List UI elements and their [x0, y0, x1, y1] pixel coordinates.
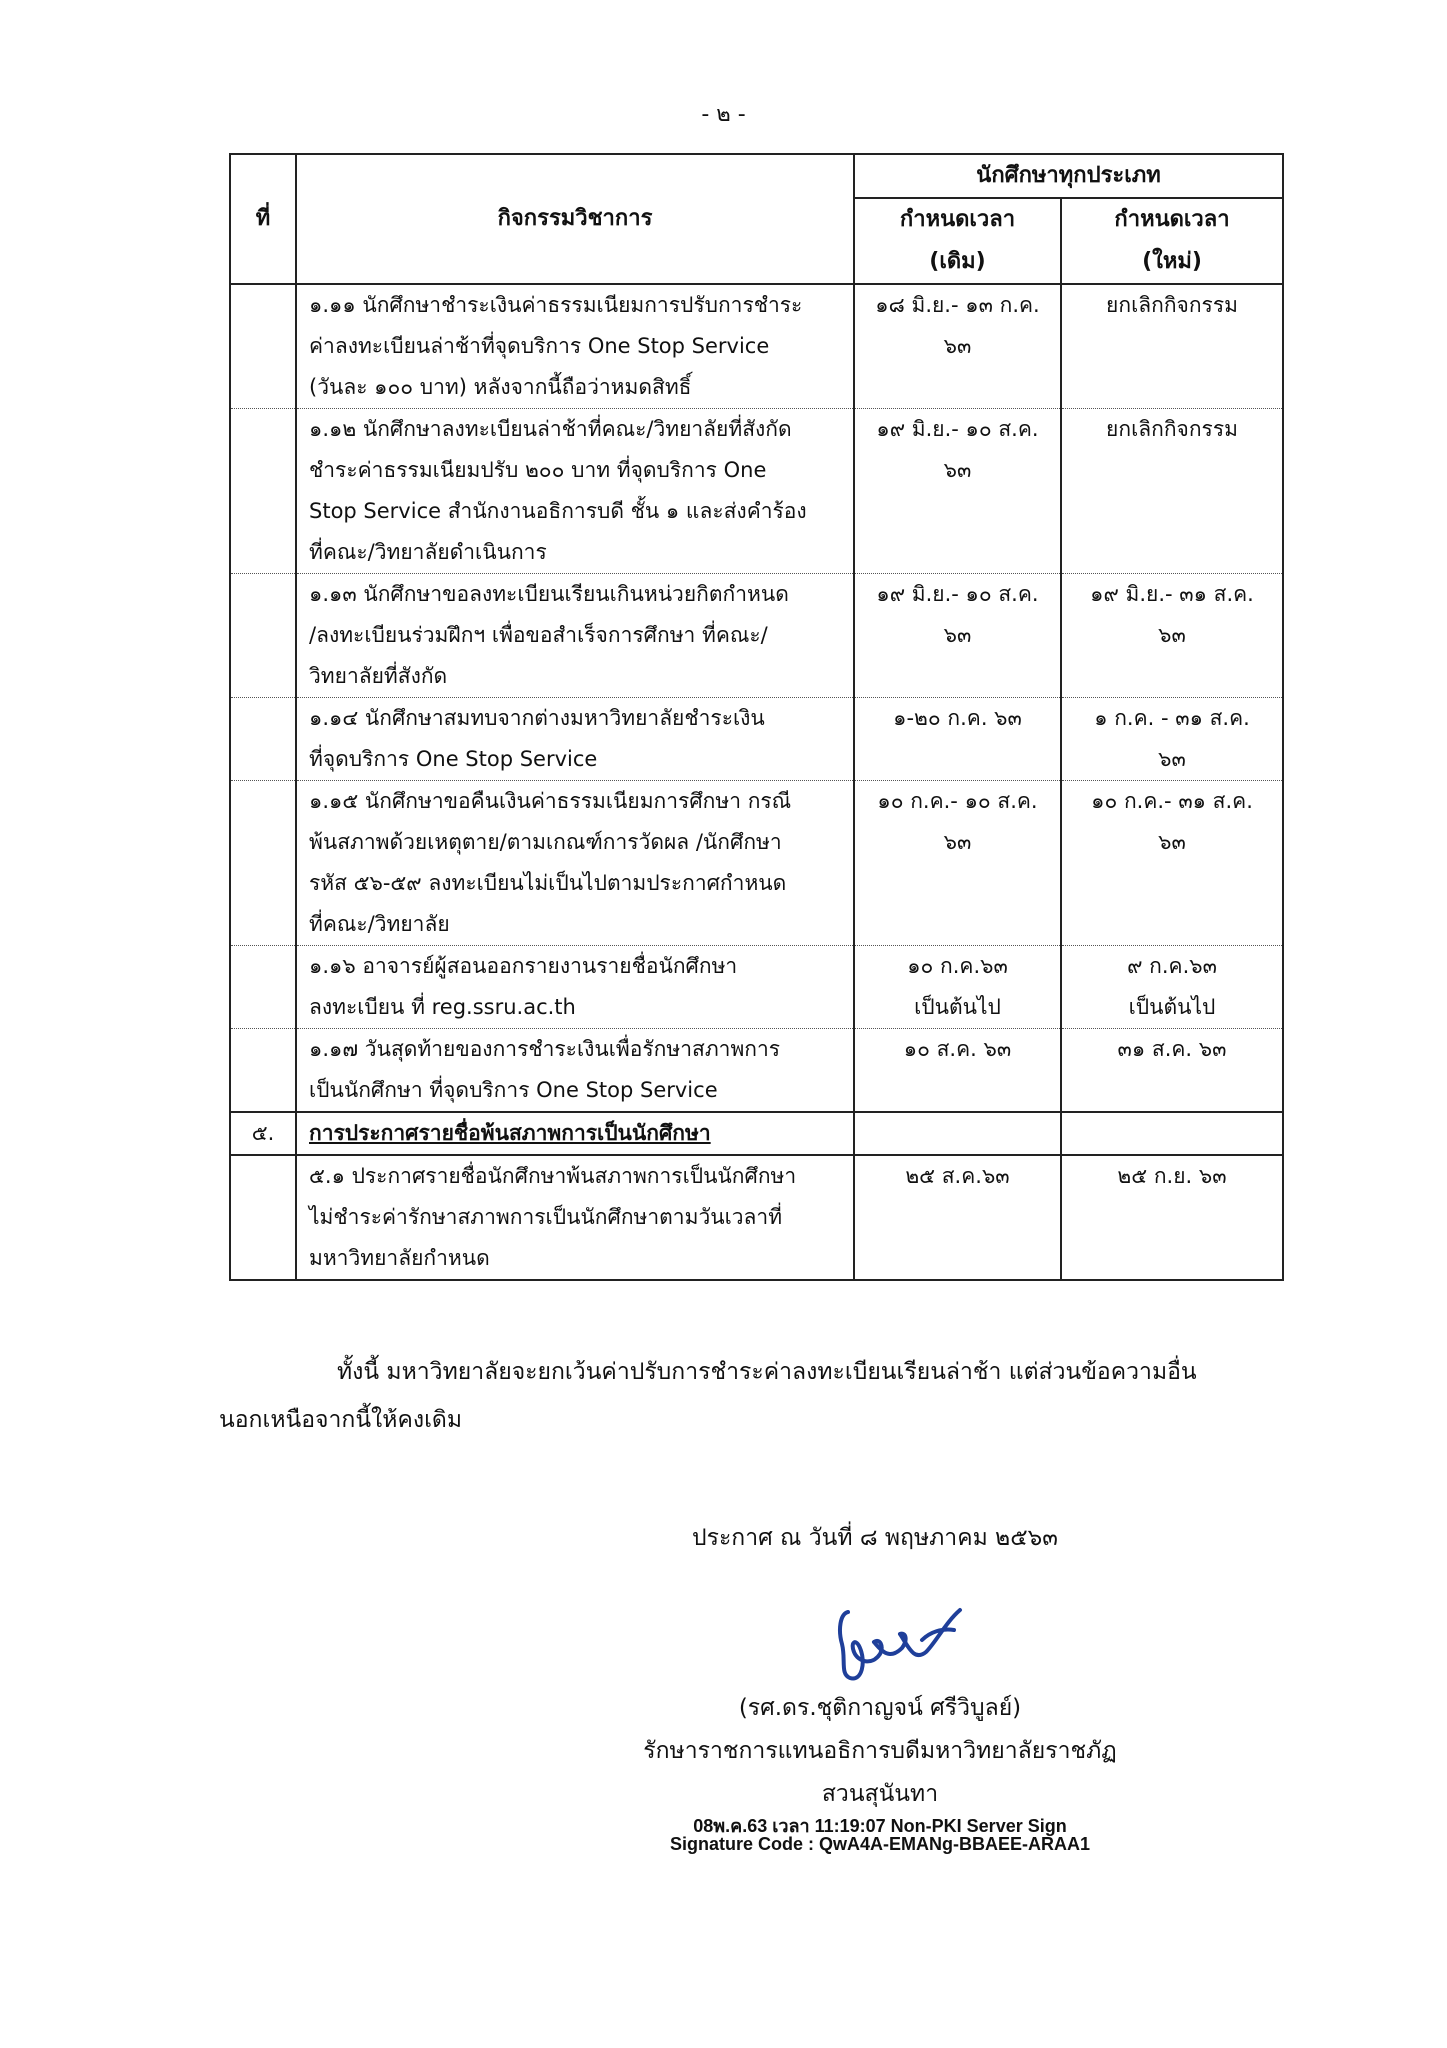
table-row: [230, 1155, 1283, 1280]
new-schedule-cell: [1061, 1155, 1283, 1280]
row-number-cell: [230, 574, 296, 698]
new-schedule-cell: [1061, 698, 1283, 781]
activity-cell: [296, 574, 854, 698]
cell-line: พ้นสภาพด้วยเหตุตาย/ตามเกณฑ์การวัดผล /นักศึกษา: [309, 830, 782, 854]
empty-cell: [1061, 1112, 1283, 1155]
old-schedule-cell: [854, 781, 1061, 946]
cell-line: ๖๓: [1158, 830, 1186, 854]
cell-line: ยกเลิกกิจกรรม: [1106, 293, 1238, 317]
header-activity: กิจกรรมวิชาการ: [296, 154, 854, 284]
cell-line: ๑๐ ก.ค.- ๑๐ ส.ค.: [877, 789, 1038, 813]
cell-line: ๑๙ มิ.ย.- ๓๑ ส.ค.: [1090, 582, 1254, 606]
row-number-cell: [230, 1155, 296, 1280]
table-row: [230, 409, 1283, 574]
paragraph-line-1: ทั้งนี้ มหาวิทยาลัยจะยกเว้นค่าปรับการชำระค่าลงทะเบียนเรียนล่าช้า แต่ส่วนข้อความอื่น: [337, 1359, 1197, 1385]
cell-line: ๑๐ ก.ค.- ๓๑ ส.ค.: [1091, 789, 1253, 813]
cell-line: ๒๕ ก.ย. ๖๓: [1117, 1164, 1227, 1188]
table-row: [230, 781, 1283, 946]
signer-position-2: สวนสุนันทา: [821, 1781, 939, 1807]
new-schedule-cell: [1061, 409, 1283, 574]
cell-line: ๑.๑๔ นักศึกษาสมทบจากต่างมหาวิทยาลัยชำระเงิน: [309, 706, 765, 730]
e-signature-timestamp: 08พ.ค.63 เวลา 11:19:07 Non-PKI Server Sign: [693, 1816, 1067, 1836]
closing-paragraph: [219, 1348, 1319, 1444]
table-row: [230, 574, 1283, 698]
cell-line: มหาวิทยาลัยกำหนด: [309, 1246, 490, 1270]
old-schedule-cell: [854, 574, 1061, 698]
activity-cell: [296, 409, 854, 574]
e-signature-code: Signature Code : QwA4A-EMANg-BBAEE-ARAA1: [669, 1834, 1090, 1854]
row-number-cell: [230, 781, 296, 946]
cell-line: ๖๓: [1158, 623, 1186, 647]
table-row: [230, 284, 1283, 409]
activity-cell: [296, 1155, 854, 1280]
paragraph-line-2: นอกเหนือจากนี้ให้คงเดิม: [219, 1407, 463, 1433]
cell-line: ๑.๑๑ นักศึกษาชำระเงินค่าธรรมเนียมการปรับการชำระ: [309, 293, 803, 317]
new-schedule-cell: [1061, 781, 1283, 946]
cell-line: เป็นนักศึกษา ที่จุดบริการ One Stop Service: [309, 1078, 718, 1102]
activity-cell: [296, 1029, 854, 1113]
old-schedule-cell: [854, 698, 1061, 781]
cell-line: วิทยาลัยที่สังกัด: [309, 664, 448, 688]
old-schedule-cell: [854, 946, 1061, 1029]
header-student-group: นักศึกษาทุกประเภท: [854, 154, 1283, 198]
cell-line: ไม่ชำระค่ารักษาสภาพการเป็นนักศึกษาตามวันเวลาที่: [309, 1205, 783, 1229]
cell-line: /ลงทะเบียนร่วมฝึกฯ เพื่อขอสำเร็จการศึกษา ที่คณะ/: [309, 623, 768, 647]
cell-line: ๑ ก.ค. - ๓๑ ส.ค.: [1094, 706, 1250, 730]
cell-line: Stop Service สำนักงานอธิการบดี ชั้น ๑ และส่งคำร้อง: [309, 499, 807, 523]
table-row: [230, 698, 1283, 781]
old-schedule-cell: [854, 1155, 1061, 1280]
new-schedule-cell: [1061, 1029, 1283, 1113]
table-row: [230, 946, 1283, 1029]
cell-line: ๑๙ มิ.ย.- ๑๐ ส.ค.: [876, 417, 1039, 441]
cell-line: ๑๙ มิ.ย.- ๑๐ ส.ค.: [876, 582, 1039, 606]
section-number: ๕.: [230, 1112, 296, 1155]
activity-cell: [296, 946, 854, 1029]
row-number-cell: [230, 698, 296, 781]
section-title: การประกาศรายชื่อพ้นสภาพการเป็นนักศึกษา: [309, 1121, 711, 1145]
header-old-schedule: กำหนดเวลา (เดิม): [854, 198, 1061, 284]
cell-line: ๑-๒๐ ก.ค. ๖๓: [893, 706, 1022, 730]
row-number-cell: [230, 284, 296, 409]
cell-line: ๑๐ ส.ค. ๖๓: [903, 1037, 1012, 1061]
cell-line: เป็นต้นไป: [1128, 995, 1216, 1019]
cell-line: ๑.๑๓ นักศึกษาขอลงทะเบียนเรียนเกินหน่วยกิตกำหนด: [309, 582, 789, 606]
cell-line: ๙ ก.ค.๖๓: [1127, 954, 1217, 978]
new-schedule-cell: [1061, 574, 1283, 698]
cell-line: ๖๓: [943, 334, 972, 358]
row-number-cell: [230, 1029, 296, 1113]
handwritten-signature: [810, 1582, 1000, 1692]
old-schedule-cell: [854, 284, 1061, 409]
cell-line: ๓๑ ส.ค. ๖๓: [1117, 1037, 1227, 1061]
new-schedule-cell: [1061, 284, 1283, 409]
section-title-cell: [296, 1112, 854, 1155]
cell-line: ยกเลิกกิจกรรม: [1106, 417, 1238, 441]
announcement-date: ประกาศ ณ วันที่ ๘ พฤษภาคม ๒๕๖๓: [692, 1525, 1058, 1551]
cell-line: ๑.๑๕ นักศึกษาขอคืนเงินค่าธรรมเนียมการศึกษา กรณี: [309, 789, 792, 813]
signer-position: รักษาราชการแทนอธิการบดีมหาวิทยาลัยราชภัฏ: [643, 1738, 1117, 1764]
page-number: - ๒ -: [701, 102, 746, 127]
signer-name: (รศ.ดร.ชุติกาญจน์ ศรีวิบูลย์): [738, 1695, 1022, 1721]
cell-line: ค่าลงทะเบียนล่าช้าที่จุดบริการ One Stop Service: [309, 334, 770, 358]
cell-line: ๖๓: [943, 458, 972, 482]
cell-line: ๖๓: [943, 830, 972, 854]
cell-line: เป็นต้นไป: [914, 995, 1001, 1019]
row-number-cell: [230, 409, 296, 574]
cell-line: ลงทะเบียน ที่ reg.ssru.ac.th: [309, 995, 576, 1019]
cell-line: ๑.๑๒ นักศึกษาลงทะเบียนล่าช้าที่คณะ/วิทยาลัยที่สังกัด: [309, 417, 792, 441]
cell-line: ๒๕ ส.ค.๖๓: [905, 1164, 1010, 1188]
cell-line: ๖๓: [1158, 747, 1186, 771]
cell-line: ๑๐ ก.ค.๖๓: [907, 954, 1008, 978]
empty-cell: [854, 1112, 1061, 1155]
row-number-cell: [230, 946, 296, 1029]
header-no: ที่: [230, 154, 296, 284]
cell-line: ๕.๑ ประกาศรายชื่อนักศึกษาพ้นสภาพการเป็นนักศึกษา: [309, 1164, 797, 1188]
activity-cell: [296, 284, 854, 409]
cell-line: รหัส ๕๖-๕๙ ลงทะเบียนไม่เป็นไปตามประกาศกำหนด: [309, 871, 787, 895]
activity-cell: [296, 698, 854, 781]
cell-line: ที่จุดบริการ One Stop Service: [309, 747, 598, 771]
cell-line: ชำระค่าธรรมเนียมปรับ ๒๐๐ บาท ที่จุดบริการ One: [309, 458, 767, 482]
schedule-table: [229, 153, 1284, 1281]
cell-line: ๑.๑๖ อาจารย์ผู้สอนออกรายงานรายชื่อนักศึกษา: [309, 954, 738, 978]
old-schedule-cell: [854, 1029, 1061, 1113]
old-schedule-cell: [854, 409, 1061, 574]
table-row: [230, 1029, 1283, 1113]
activity-cell: [296, 781, 854, 946]
cell-line: ๑๘ มิ.ย.- ๑๓ ก.ค.: [875, 293, 1040, 317]
header-new-schedule: กำหนดเวลา (ใหม่): [1061, 198, 1283, 284]
section-header-row: [230, 1112, 1283, 1155]
cell-line: (วันละ ๑๐๐ บาท) หลังจากนี้ถือว่าหมดสิทธิ์: [309, 375, 692, 399]
cell-line: ๑.๑๗ วันสุดท้ายของการชำระเงินเพื่อรักษาสภาพการ: [309, 1037, 781, 1061]
cell-line: ๖๓: [943, 623, 972, 647]
cell-line: ที่คณะ/วิทยาลัย: [309, 912, 450, 936]
cell-line: ที่คณะ/วิทยาลัยดำเนินการ: [309, 540, 547, 564]
new-schedule-cell: [1061, 946, 1283, 1029]
